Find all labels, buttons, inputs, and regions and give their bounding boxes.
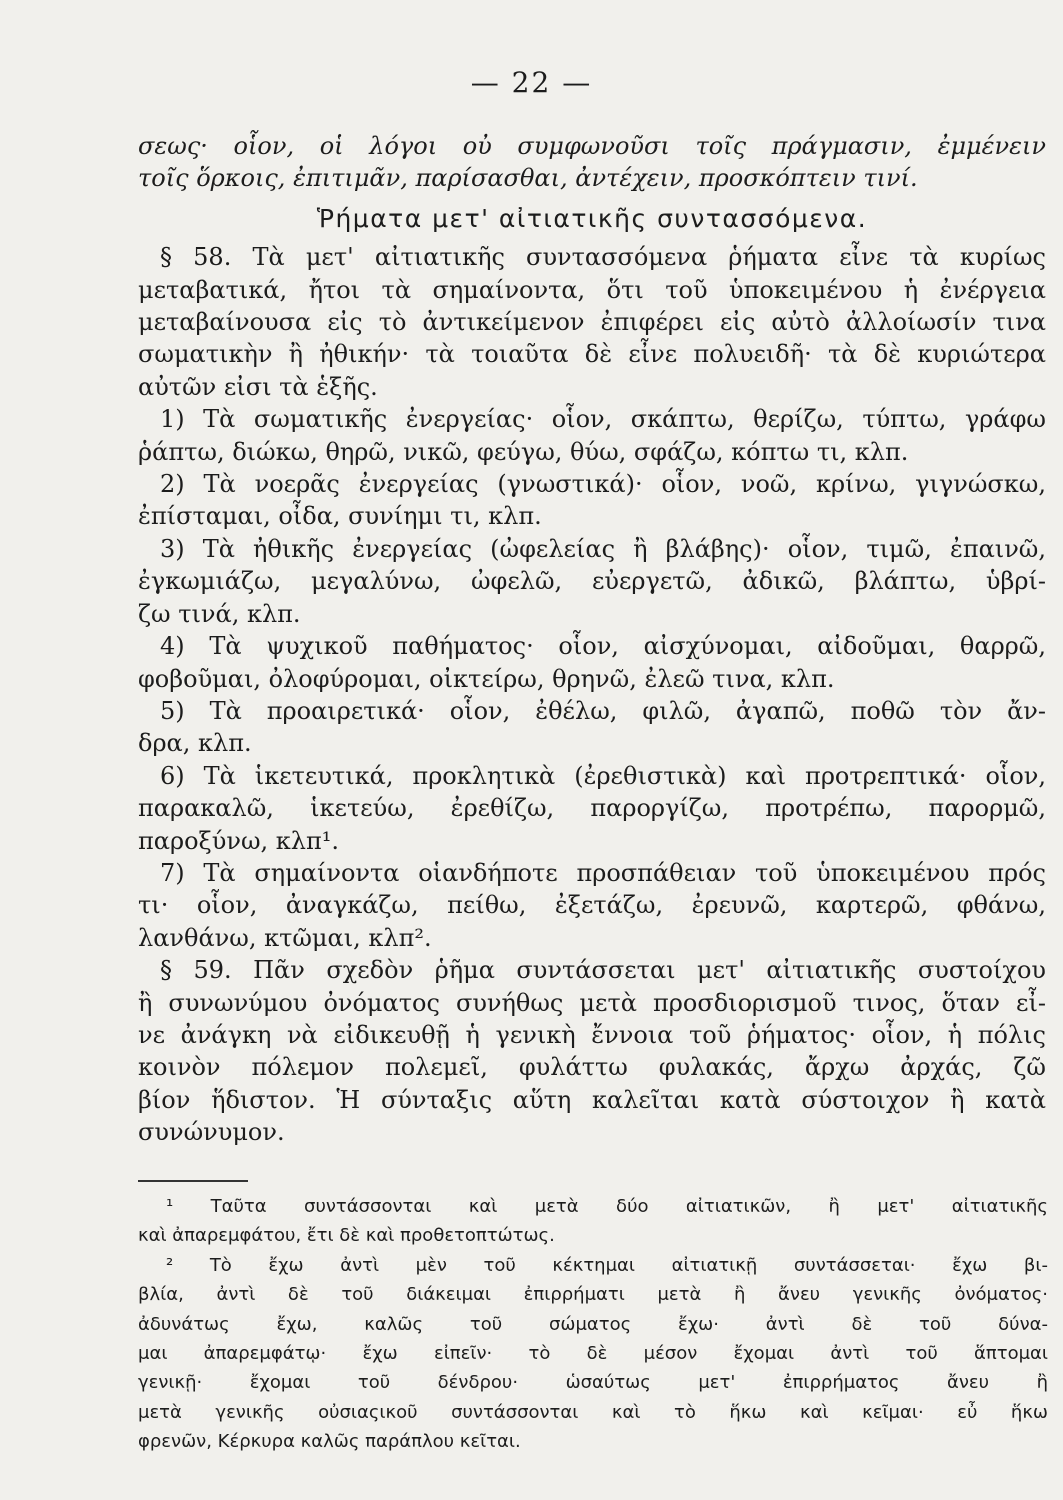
footnote-divider xyxy=(138,1180,248,1182)
text-line: καὶ ἀπαρεμφάτου, ἔτι δὲ καὶ προθετοπτώτως. xyxy=(138,1225,555,1247)
text-line: ἀδυνάτως ἔχω, καλῶς τοῦ σώματος ἔχω· ἀντὶ δὲ τοῦ δύνα- xyxy=(138,1313,1048,1335)
text-line: § 59. Πᾶν σχεδὸν ῥῆμα συντάσσεται μετ' αἰτιατικῆς συστοίχου xyxy=(160,956,1046,985)
text-line: φοβοῦμαι, ὀλοφύρομαι, οἰκτείρω, θρηνῶ, ἐλεῶ τινα, κλπ. xyxy=(138,664,835,693)
text-line: σωματικὴν ἢ ἠθικήν· τὰ τοιαῦτα δὲ εἶνε πολυειδῆ· τὰ δὲ κυριώτερα xyxy=(138,340,1046,369)
text-line: ζω τινά, κλπ. xyxy=(138,599,301,628)
text-line: ἐπίσταμαι, οἶδα, συνίημι τι, κλπ. xyxy=(138,502,542,531)
text-line: 4) Τὰ ψυχικοῦ παθήματος· οἷον, αἰσχύνομαι, αἰδοῦμαι, θαρρῶ, xyxy=(160,632,1046,661)
text-line: αὐτῶν εἰσι τὰ ἑξῆς. xyxy=(138,372,378,401)
text-line: ῥάπτω, διώκω, θηρῶ, νικῶ, φεύγω, θύω, σφάζω, κόπτω τι, κλπ. xyxy=(138,437,909,466)
list-item-2 xyxy=(138,468,1046,533)
text-line: δρα, κλπ. xyxy=(138,729,252,758)
list-item-1 xyxy=(138,403,1046,468)
text-line: βλία, ἀντὶ δὲ τοῦ διάκειμαι ἐπιρρήματι μετὰ ἢ ἄνευ γενικῆς ὀνόματος· xyxy=(138,1284,1048,1306)
text-line: 7) Τὰ σημαίνοντα οἱανδήποτε προσπάθειαν τοῦ ὑποκειμένου πρός xyxy=(160,858,1046,887)
text-line: μαι ἀπαρεμφάτῳ· ἔχω εἰπεῖν· τὸ δὲ μέσον ἔχομαι ἀντὶ τοῦ ἅπτομαι xyxy=(138,1343,1048,1365)
section-58-paragraph xyxy=(138,241,1046,403)
intro-paragraph xyxy=(138,130,1046,195)
category-list xyxy=(138,403,1046,954)
footnote-2 xyxy=(138,1251,1048,1457)
text-line: φρενῶν, Κέρκυρα καλῶς παράπλου κεῖται. xyxy=(138,1431,521,1453)
text-line: μεταβαίνουσα εἰς τὸ ἀντικείμενον ἐπιφέρει εἰς αὐτὸ ἀλλοίωσίν τινα xyxy=(138,308,1046,337)
text-line: συνώνυμον. xyxy=(138,1118,285,1147)
text-line: νε ἀνάγκη νὰ εἰδικευθῇ ἡ γενικὴ ἔννοια τοῦ ῥήματος· οἷον, ἡ πόλις xyxy=(138,1020,1046,1049)
section-59-paragraph xyxy=(138,954,1046,1148)
page-number: — 22 — xyxy=(470,66,593,99)
text-line: μεταβατικά, ἤτοι τὰ σημαίνοντα, ὅτι τοῦ ὑποκειμένου ἡ ἐνέργεια xyxy=(138,275,1046,304)
list-item-6 xyxy=(138,760,1046,857)
text-line: 6) Τὰ ἱκετευτικά, προκλητικὰ (ἐρεθιστικὰ) καὶ προτρεπτικά· οἷον, xyxy=(160,761,1046,790)
footnote-1 xyxy=(138,1192,1048,1251)
text-line: σεως· οἷον, οἱ λόγοι οὐ συμφωνοῦσι τοῖς πράγμασιν, ἐμμένειν xyxy=(138,132,1046,160)
text-line: ² Τὸ ἔχω ἀντὶ μὲν τοῦ κέκτημαι αἰτιατικῇ συντάσσεται· ἔχω βι- xyxy=(166,1254,1048,1276)
text-line: παροξύνω, κλπ¹. xyxy=(138,826,339,855)
text-line: βίον ἥδιστον. Ἡ σύνταξις αὕτη καλεῖται κατὰ σύστοιχον ἢ κατὰ xyxy=(138,1085,1046,1114)
text-line: § 58. Τὰ μετ' αἰτιατικῆς συντασσόμενα ῥήματα εἶνε τὰ κυρίως xyxy=(160,243,1046,272)
list-item-7 xyxy=(138,857,1046,954)
text-line: γενικῇ· ἔχομαι τοῦ δένδρου· ὡσαύτως μετ' ἐπιρρήματος ἄνευ ἢ xyxy=(138,1372,1048,1394)
text-line: ¹ Ταῦτα συντάσσονται καὶ μετὰ δύο αἰτιατικῶν, ἢ μετ' αἰτιατικῆς xyxy=(166,1196,1048,1217)
text-line: μετὰ γενικῆς οὐσιαςικοῦ συντάσσονται καὶ τὸ ἥκω καὶ κεῖμαι· εὖ ἥκω xyxy=(138,1401,1048,1423)
text-line: 2) Τὰ νοερᾶς ἐνεργείας (γνωστικά)· οἷον, νοῶ, κρίνω, γιγνώσκω, xyxy=(160,470,1046,499)
text-line: 1) Τὰ σωματικῆς ἐνεργείας· οἷον, σκάπτω, θερίζω, τύπτω, γράφω xyxy=(160,405,1046,434)
text-line: λανθάνω, κτῶμαι, κλπ². xyxy=(138,923,432,952)
text-line: ἐγκωμιάζω, μεγαλύνω, ὠφελῶ, εὐεργετῶ, ἀδικῶ, βλάπτω, ὑβρί- xyxy=(138,567,1046,596)
text-line: 3) Τὰ ἠθικῆς ἐνεργείας (ὠφελείας ἢ βλάβης)· οἷον, τιμῶ, ἐπαινῶ, xyxy=(160,534,1046,563)
text-line: τοῖς ὅρκοις, ἐπιτιμᾶν, παρίσασθαι, ἀντέχειν, προσκόπτειν τινί. xyxy=(138,164,918,193)
text-line: τι· οἷον, ἀναγκάζω, πείθω, ἐξετάζω, ἐρευνῶ, καρτερῶ, φθάνω, xyxy=(138,891,1046,920)
text-line: ἢ συνωνύμου ὀνόματος συνήθως μετὰ προσδιορισμοῦ τινος, ὅταν εἶ- xyxy=(138,988,1046,1017)
list-item-5 xyxy=(138,695,1046,760)
list-item-4 xyxy=(138,630,1046,695)
text-line: παρακαλῶ, ἱκετεύω, ἐρεθίζω, παροργίζω, προτρέπω, παρορμῶ, xyxy=(138,794,1046,823)
text-line: κοινὸν πόλεμον πολεμεῖ, φυλάττω φυλακάς, ἄρχω ἀρχάς, ζῶ xyxy=(138,1053,1046,1082)
list-item-3 xyxy=(138,533,1046,630)
main-text xyxy=(138,130,1046,1149)
footnotes xyxy=(138,1192,1048,1457)
section-heading: Ῥήματα μετ' αἰτιατικῆς συντασσόμενα. xyxy=(316,203,868,233)
text-line: 5) Τὰ προαιρετικά· οἷον, ἐθέλω, φιλῶ, ἀγαπῶ, ποθῶ τὸν ἄν- xyxy=(160,696,1046,725)
